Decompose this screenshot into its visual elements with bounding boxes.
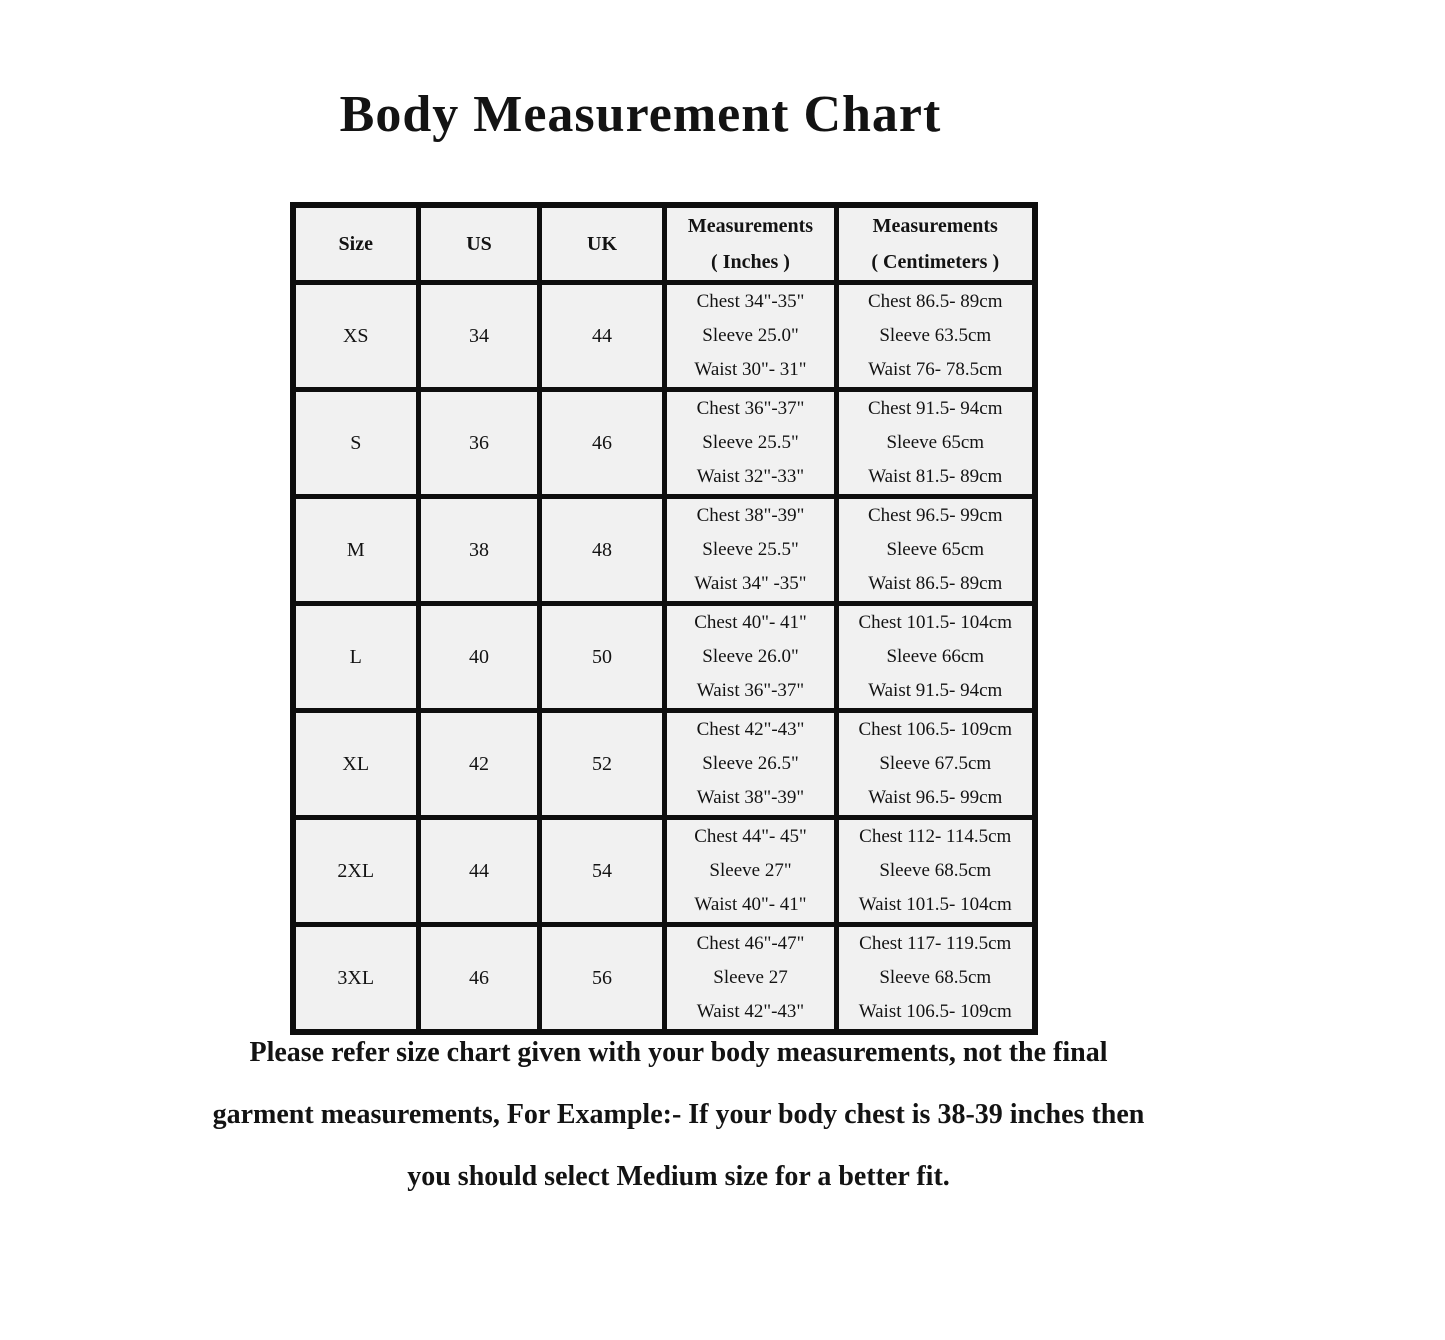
header-inches-line1: Measurements	[687, 215, 814, 237]
inches-cell	[665, 925, 837, 1033]
measurement-line: Chest 46"-47"	[696, 933, 805, 954]
measurement-line: Chest 40"- 41"	[694, 612, 807, 633]
measurement-line: Sleeve 65cm	[886, 432, 985, 453]
measurement-line: Sleeve 26.0"	[702, 646, 799, 667]
table-header-row	[293, 205, 1035, 283]
us-cell: 44	[419, 818, 540, 925]
footer-line-2: garment measurements, For Example:- If your body chest is 38-39 inches then	[212, 1099, 1145, 1130]
size-chart-table	[290, 202, 1038, 1035]
measurement-line: Waist 91.5- 94cm	[868, 680, 1003, 701]
centimeters-cell	[837, 604, 1035, 711]
measurement-line: Chest 101.5- 104cm	[858, 612, 1013, 633]
uk-cell: 54	[540, 818, 665, 925]
measurement-line: Chest 96.5- 99cm	[867, 505, 1003, 526]
measurement-line: Waist 40"- 41"	[694, 894, 807, 915]
measurement-line: Sleeve 65cm	[886, 539, 985, 560]
centimeters-cell	[837, 711, 1035, 818]
table-row	[293, 497, 1035, 604]
measurement-line: Sleeve 27"	[709, 860, 792, 881]
measurement-line: Sleeve 25.5"	[702, 432, 799, 453]
header-cm-line1: Measurements	[872, 215, 998, 237]
header-us: US	[419, 205, 540, 283]
footer-note	[0, 1022, 1401, 1208]
measurement-line: Sleeve 67.5cm	[879, 753, 992, 774]
measurement-line: Sleeve 68.5cm	[879, 860, 992, 881]
measurement-line: Waist 38"-39"	[696, 787, 805, 808]
header-size: Size	[293, 205, 419, 283]
us-cell: 36	[419, 390, 540, 497]
centimeters-cell	[837, 497, 1035, 604]
page-title: Body Measurement Chart	[339, 86, 942, 143]
size-chart-table-container	[290, 202, 1032, 1022]
measurement-line: Chest 86.5- 89cm	[867, 291, 1003, 312]
measurement-line: Waist 106.5- 109cm	[858, 1001, 1012, 1022]
measurement-line: Waist 42"-43"	[696, 1001, 805, 1022]
measurement-line: Waist 86.5- 89cm	[868, 573, 1003, 594]
footer-line-3: you should select Medium size for a better fit.	[407, 1161, 950, 1192]
size-cell: L	[293, 604, 419, 711]
inches-cell	[665, 711, 837, 818]
inches-cell	[665, 497, 837, 604]
us-cell: 38	[419, 497, 540, 604]
measurement-line: Sleeve 68.5cm	[879, 967, 992, 988]
table-row	[293, 925, 1035, 1033]
size-cell: S	[293, 390, 419, 497]
uk-cell: 48	[540, 497, 665, 604]
us-cell: 46	[419, 925, 540, 1033]
measurement-line: Chest 36"-37"	[696, 398, 805, 419]
header-measurements-centimeters	[837, 205, 1035, 283]
measurement-line: Chest 44"- 45"	[694, 826, 807, 847]
centimeters-cell	[837, 283, 1035, 390]
uk-cell: 52	[540, 711, 665, 818]
table-row	[293, 818, 1035, 925]
uk-cell: 56	[540, 925, 665, 1033]
centimeters-cell	[837, 818, 1035, 925]
measurement-line: Chest 112- 114.5cm	[859, 826, 1012, 847]
size-table-body	[293, 283, 1035, 1033]
us-cell: 42	[419, 711, 540, 818]
measurement-line: Chest 106.5- 109cm	[858, 719, 1013, 740]
measurement-line: Chest 38"-39"	[696, 505, 805, 526]
size-cell: XL	[293, 711, 419, 818]
centimeters-cell	[837, 390, 1035, 497]
size-cell: XS	[293, 283, 419, 390]
centimeters-cell	[837, 925, 1035, 1033]
measurement-line: Waist 36"-37"	[696, 680, 805, 701]
us-cell: 34	[419, 283, 540, 390]
measurement-line: Chest 91.5- 94cm	[867, 398, 1003, 419]
table-row	[293, 283, 1035, 390]
measurement-line: Waist 96.5- 99cm	[868, 787, 1003, 808]
measurement-line: Sleeve 63.5cm	[879, 325, 992, 346]
measurement-line: Waist 32"-33"	[696, 466, 805, 487]
inches-cell	[665, 390, 837, 497]
header-uk: UK	[540, 205, 665, 283]
table-row	[293, 390, 1035, 497]
uk-cell: 44	[540, 283, 665, 390]
table-row	[293, 604, 1035, 711]
inches-cell	[665, 283, 837, 390]
measurement-line: Waist 34" -35"	[694, 573, 807, 594]
measurement-line: Chest 34"-35"	[696, 291, 805, 312]
footer-line-1: Please refer size chart given with your body measurements, not the final	[249, 1037, 1108, 1068]
inches-cell	[665, 818, 837, 925]
uk-cell: 50	[540, 604, 665, 711]
header-cm-line2: ( Centimeters )	[871, 251, 1000, 273]
measurement-line: Chest 42"-43"	[696, 719, 805, 740]
measurement-line: Sleeve 25.0"	[702, 325, 799, 346]
us-cell: 40	[419, 604, 540, 711]
inches-cell	[665, 604, 837, 711]
measurement-line: Sleeve 27	[713, 967, 788, 988]
measurement-line: Waist 30"- 31"	[694, 359, 807, 380]
size-cell: 2XL	[293, 818, 419, 925]
uk-cell: 46	[540, 390, 665, 497]
measurement-line: Chest 117- 119.5cm	[859, 933, 1012, 954]
header-inches-line2: ( Inches )	[711, 251, 790, 273]
measurement-line: Sleeve 25.5"	[702, 539, 799, 560]
header-measurements-inches	[665, 205, 837, 283]
measurement-line: Sleeve 26.5"	[702, 753, 799, 774]
size-cell: 3XL	[293, 925, 419, 1033]
size-cell: M	[293, 497, 419, 604]
table-row	[293, 711, 1035, 818]
measurement-line: Waist 81.5- 89cm	[868, 466, 1003, 487]
measurement-line: Waist 76- 78.5cm	[868, 359, 1003, 380]
measurement-line: Sleeve 66cm	[886, 646, 985, 667]
measurement-line: Waist 101.5- 104cm	[858, 894, 1012, 915]
